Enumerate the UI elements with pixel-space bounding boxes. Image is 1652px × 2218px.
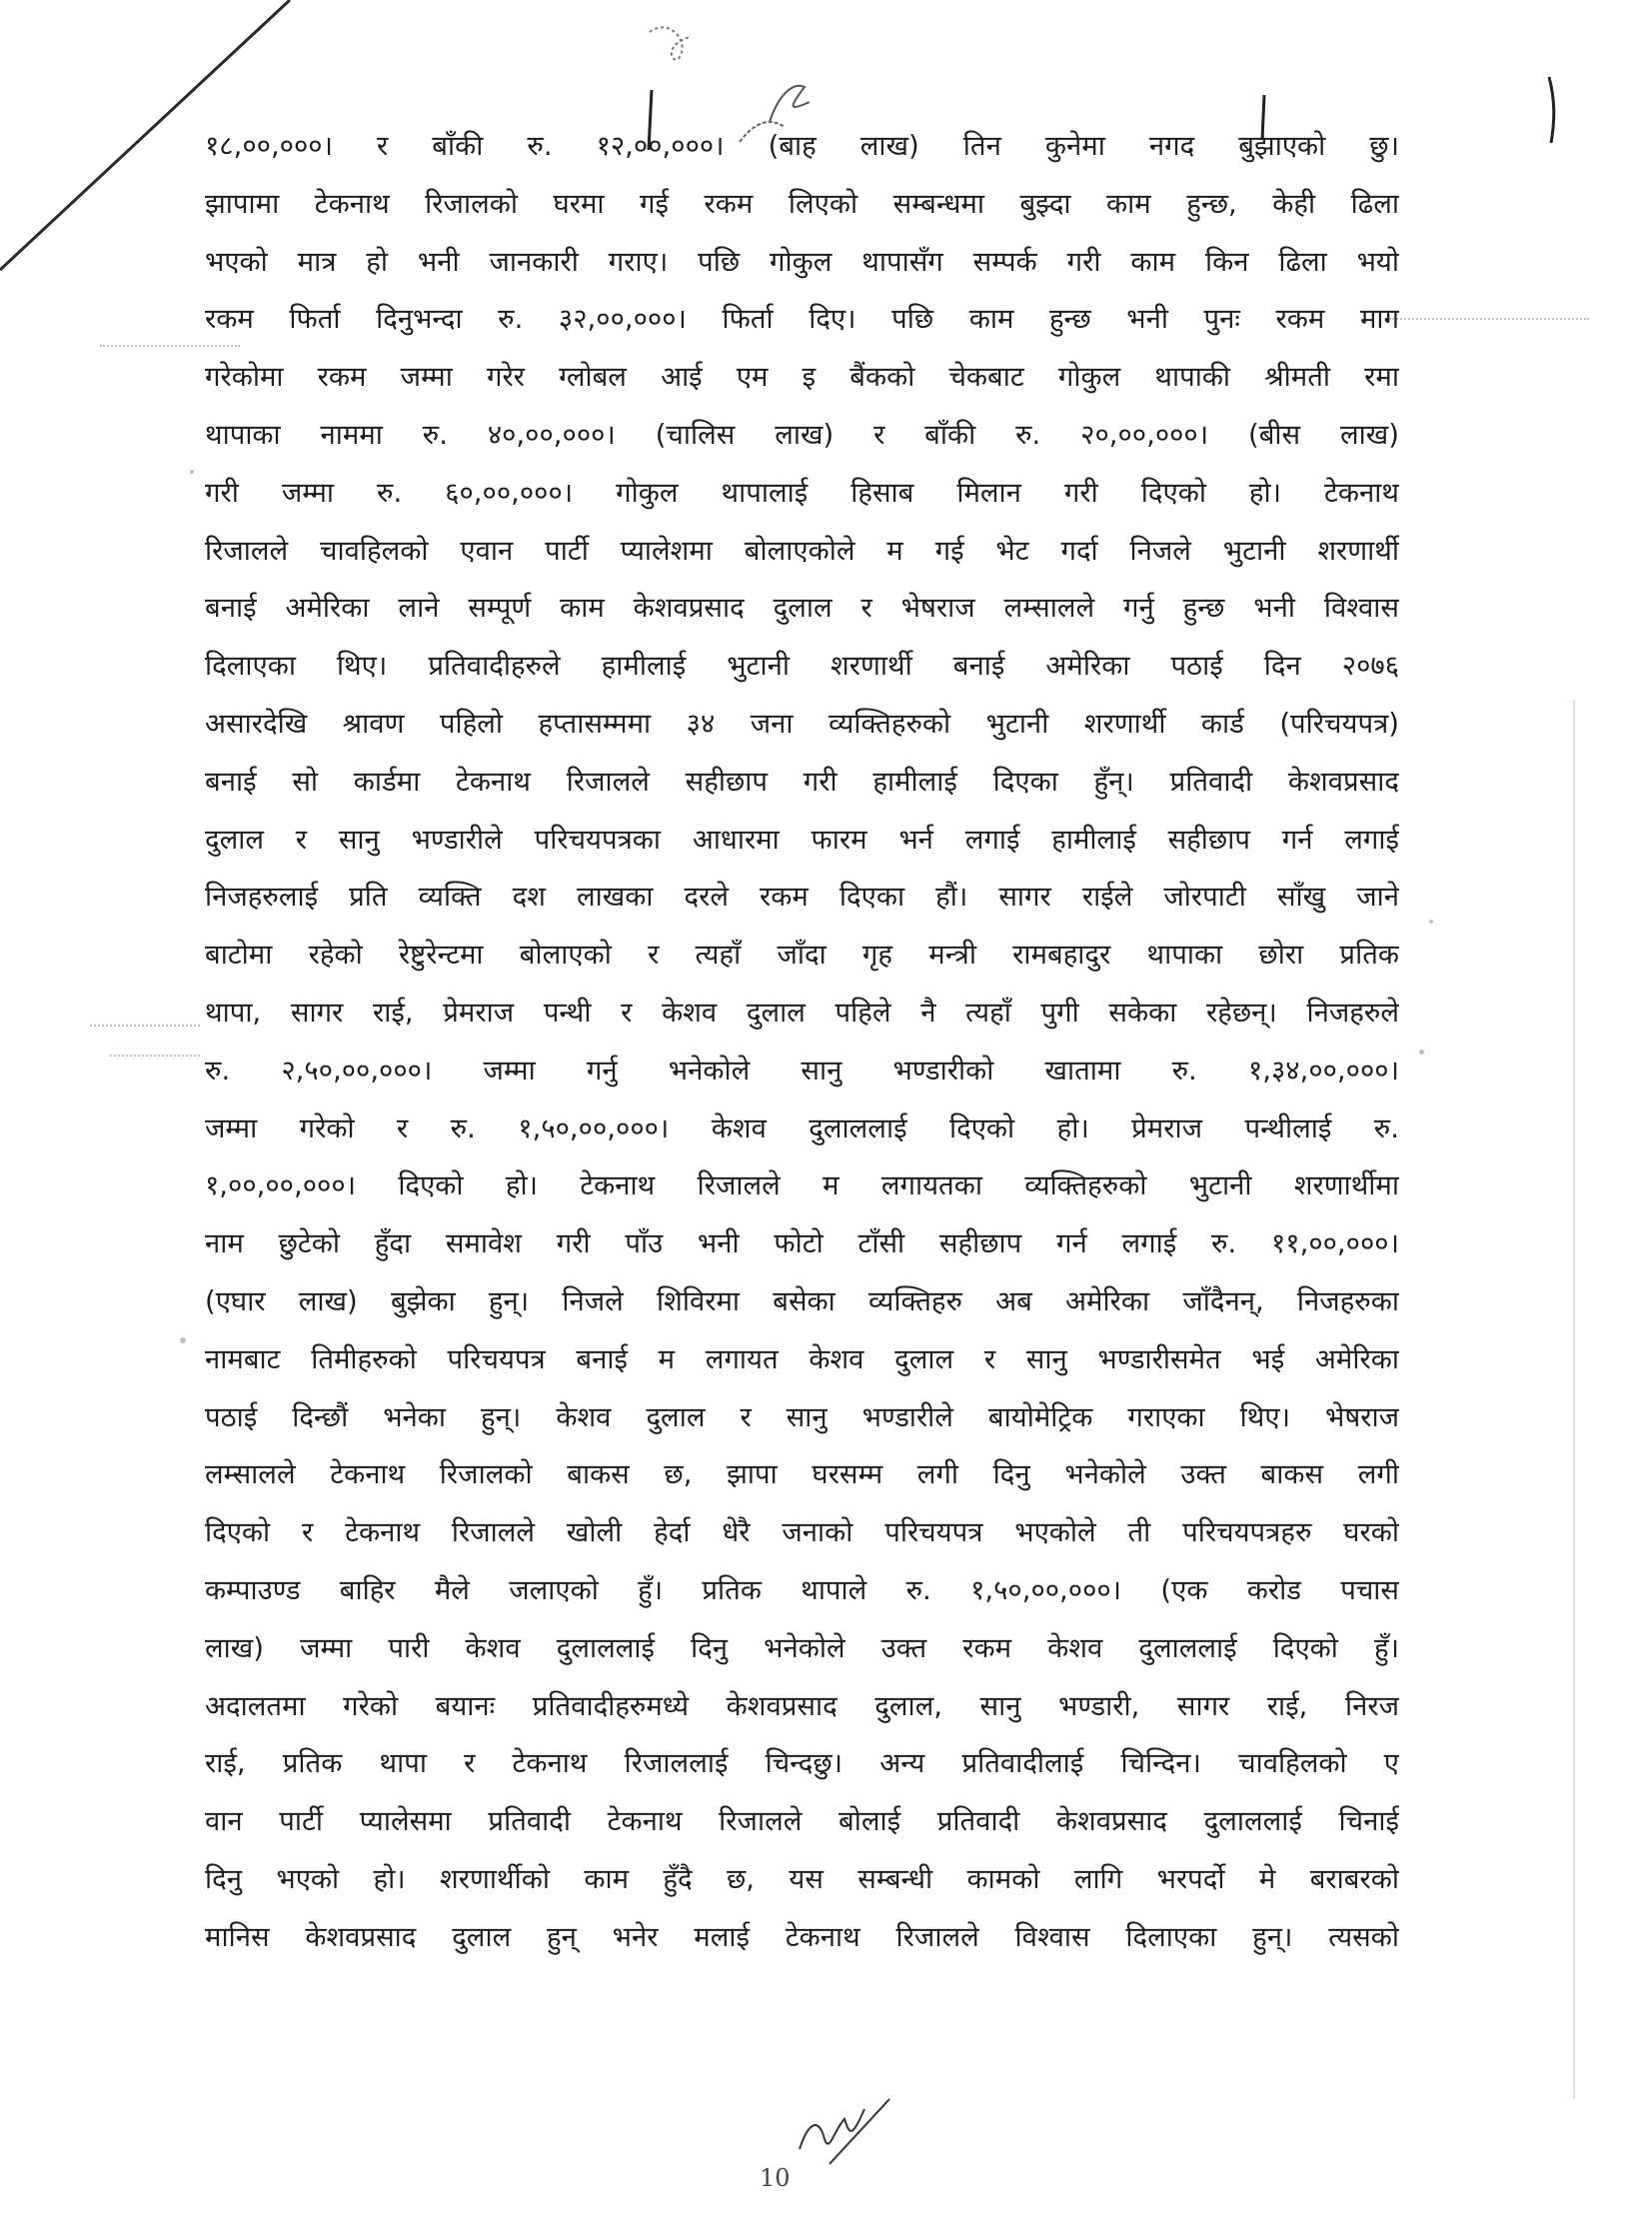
text-line-28: अदालतमा गरेको बयानः प्रतिवादीहरुमध्ये केशवप्रसाद दुलाल, सानु भण्डारी, सागर राई, निरज: [205, 1689, 1399, 1722]
scan-speck: [1429, 920, 1433, 924]
text-line-23: पठाई दिन्छौं भनेका हुन्। केशव दुलाल र सानु भण्डारीले बायोमेट्रिक गराएका थिए। भेषराज: [205, 1400, 1399, 1433]
scan-noise-dots: [1389, 318, 1589, 322]
text-line-8: रिजालले चावहिलको एवान पार्टी प्यालेशमा बोलाएकोले म गई भेट गर्दा निजले भुटानी शरणार्थी: [205, 534, 1399, 567]
text-line-31: दिनु भएको हो। शरणार्थीको काम हुँदै छ, यस सम्बन्धी कामको लागि भरपर्दो मे बराबरको: [205, 1862, 1399, 1895]
handwritten-initials: [790, 2089, 909, 2169]
text-line-3: भएको मात्र हो भनी जानकारी गराए। पछि गोकुल थापासँग सम्पर्क गरी काम किन ढिला भयो: [205, 245, 1399, 278]
text-line-27: लाख) जम्मा पारी केशव दुलाललाई दिनु भनेकोले उक्त रकम केशव दुलाललाई दिएको हुँ।: [205, 1631, 1399, 1664]
text-line-2: झापामा टेकनाथ रिजालको घरमा गई रकम लिएको सम्बन्धमा बुझ्दा काम हुन्छ, केही ढिला: [205, 187, 1399, 220]
text-line-10: दिलाएका थिए। प्रतिवादीहरुले हामीलाई भुटानी शरणार्थी बनाई अमेरिका पठाई दिन २०७६: [205, 650, 1399, 683]
text-line-30: वान पार्टी प्यालेसमा प्रतिवादी टेकनाथ रिजालले बोलाई प्रतिवादी केशवप्रसाद दुलाललाई चिनाई: [205, 1805, 1399, 1838]
text-line-12: बनाई सो कार्डमा टेकनाथ रिजालले सहीछाप गरी हामीलाई दिएका हुँन्। प्रतिवादी केशवप्रसाद: [205, 765, 1399, 798]
scan-noise-dots: [110, 1055, 200, 1059]
text-line-16: थापा, सागर राई, प्रेमराज पन्थी र केशव दुलाल पहिले नै त्यहाँ पुगी सकेका रहेछन्। निजहरुले: [205, 996, 1399, 1029]
text-line-26: कम्पाउण्ड बाहिर मैले जलाएको हुँ। प्रतिक थापाले रु. १,५०,००,०००। (एक करोड पचास: [205, 1573, 1399, 1606]
text-line-11: असारदेखि श्रावण पहिलो हप्तासम्ममा ३४ जना व्यक्तिहरुको भुटानी शरणार्थी कार्ड (परिचयपत्र): [205, 707, 1399, 740]
text-line-1: १८,००,०००। र बाँकी रु. १२,००,०००। (बाह लाख) तिन कुनेमा नगद बुझाएको छु।: [205, 130, 1399, 162]
text-line-9: बनाई अमेरिका लाने सम्पूर्ण काम केशवप्रसाद दुलाल र भेषराज लम्सालले गर्नु हुन्छ भनी विश्वास: [205, 592, 1399, 625]
scan-speck: [190, 470, 194, 474]
text-line-29: राई, प्रतिक थापा र टेकनाथ रिजाललाई चिन्दछु। अन्य प्रतिवादीलाई चिन्दिन। चावहिलको ए: [205, 1747, 1399, 1780]
text-line-21: (एघार लाख) बुझेका हुन्। निजले शिविरमा बसेका व्यक्तिहरु अब अमेरिका जाँदैनन्, निजहरुका: [205, 1284, 1399, 1317]
document-body: [205, 118, 1399, 1967]
text-line-24: लम्सालले टेकनाथ रिजालको बाकस छ, झापा घरसम्म लगी दिनु भनेकोले उक्त बाकस लगी: [205, 1458, 1399, 1491]
scan-noise-dots: [90, 1025, 200, 1029]
text-line-6: थापाका नाममा रु. ४०,००,०००। (चालिस लाख) र बाँकी रु. २०,००,०००। (बीस लाख): [205, 418, 1399, 451]
text-line-32: मानिस केशवप्रसाद दुलाल हुन् भनेर मलाई टेकनाथ रिजालले विश्वास दिलाएका हुन्। त्यसको: [205, 1920, 1399, 1953]
text-line-13: दुलाल र सानु भण्डारीले परिचयपत्रका आधारमा फारम भर्न लगाई हामीलाई सहीछाप गर्न लगाई: [205, 823, 1399, 856]
text-line-25: दिएको र टेकनाथ रिजालले खोली हेर्दा धेरै जनाको परिचयपत्र भएकोले ती परिचयपत्रहरु घरको: [205, 1516, 1399, 1549]
text-line-20: नाम छुटेको हुँदा समावेश गरी पाँउ भनी फोटो टाँसी सहीछाप गर्न लगाई रु. ११,००,०००।: [205, 1227, 1399, 1260]
scan-speck: [180, 1337, 186, 1343]
text-line-22: नामबाट तिमीहरुको परिचयपत्र बनाई म लगायत केशव दुलाल र सानु भण्डारीसमेत भई अमेरिका: [205, 1342, 1399, 1375]
text-line-17: रु. २,५०,००,०००। जम्मा गर्नु भनेकोले सानु भण्डारीको खातामा रु. १,३४,००,०००।: [205, 1054, 1399, 1087]
right-edge-scratch: [1559, 700, 1589, 2099]
text-line-4: रकम फिर्ता दिनुभन्दा रु. ३२,००,०००। फिर्ता दिए। पछि काम हुन्छ भनी पुनः रकम माग: [205, 303, 1399, 336]
text-line-14: निजहरुलाई प्रति व्यक्ति दश लाखका दरले रकम दिएका हौं। सागर राईले जोरपाटी साँखु जाने: [205, 881, 1399, 914]
text-line-7: गरी जम्मा रु. ६०,००,०००। गोकुल थापालाई हिसाब मिलान गरी दिएको हो। टेकनाथ: [205, 476, 1399, 509]
right-edge-mark: [1539, 75, 1569, 145]
page-number: 10: [760, 2164, 791, 2192]
scan-speck: [1419, 1050, 1424, 1055]
text-line-15: बाटोमा रहेको रेष्टुरेन्टमा बोलाएको र त्यहाँ जाँदा गृह मन्त्री रामबहादुर थापाका छोरा प्रतिक: [205, 939, 1399, 972]
text-line-19: १,००,००,०००। दिएको हो। टेकनाथ रिजालले म लगायतका व्यक्तिहरुको भुटानी शरणार्थीमा: [205, 1169, 1399, 1202]
text-line-18: जम्मा गरेको र रु. १,५०,००,०००। केशव दुलाललाई दिएको हो। प्रेमराज पन्थीलाई रु.: [205, 1111, 1399, 1144]
text-line-5: गरेकोमा रकम जम्मा गरेर ग्लोबल आई एम इ बैंकको चेकबाट गोकुल थापाकी श्रीमती रमा: [205, 361, 1399, 394]
